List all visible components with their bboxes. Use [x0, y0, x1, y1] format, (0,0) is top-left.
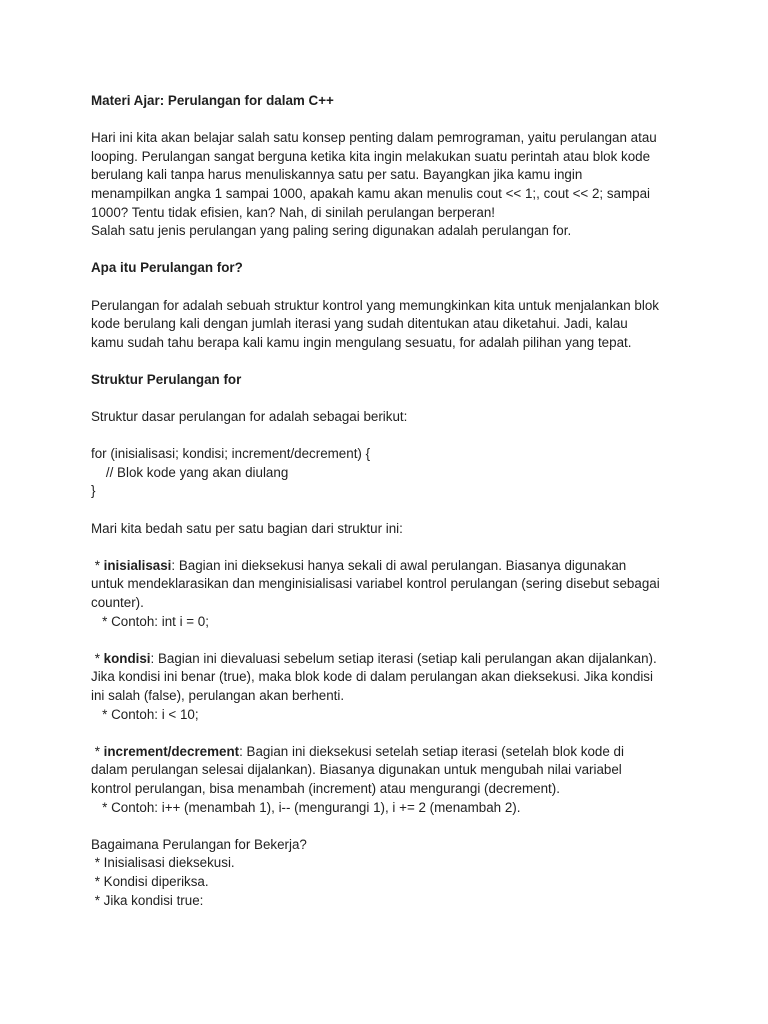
spacer	[91, 241, 691, 260]
spacer	[91, 427, 691, 446]
code-line: for (inisialisasi; kondisi; increment/decrement) {	[91, 446, 371, 462]
what-line: kode berulang kali dengan jumlah iterasi yang sudah ditentukan atau diketahui. Jadi, kalau	[91, 316, 628, 332]
intro-line: Hari ini kita akan belajar salah satu konsep penting dalam pemrograman, yaitu perulangan atau	[91, 130, 657, 146]
intro-line: looping. Perulangan sangat berguna ketika kita ingin melakukan suatu perintah atau blok kode	[91, 148, 651, 164]
bullet: *	[91, 557, 104, 573]
what-line: kamu sudah tahu berapa kali kamu ingin mengulang sesuatu, for adalah pilihan yang tepat.	[91, 334, 632, 350]
list-item	[91, 743, 691, 762]
intro-line: 1000? Tentu tidak efisien, kan? Nah, di sinilah perulangan berperan!	[91, 204, 495, 220]
list-item-continuation: counter).	[91, 595, 144, 611]
term-label: inisialisasi	[103, 557, 172, 573]
list-item-example: * Contoh: int i = 0;	[91, 613, 209, 629]
document-title: Materi Ajar: Perulangan for dalam C++	[91, 93, 334, 108]
spacer	[91, 817, 691, 836]
list-item-continuation: dalam perulangan selesai dijalankan). Biasanya digunakan untuk mengubah nilai variabel	[91, 762, 622, 778]
bullet: *	[91, 743, 104, 759]
code-line: // Blok kode yang akan diulang	[91, 464, 289, 480]
spacer	[91, 501, 691, 520]
spacer	[91, 631, 691, 650]
code-line: }	[91, 483, 96, 499]
spacer	[91, 111, 691, 130]
how-step: * Kondisi diperiksa.	[91, 873, 209, 889]
list-item-example: * Contoh: i++ (menambah 1), i-- (mengurangi 1), i += 2 (menambah 2).	[91, 799, 521, 815]
breakdown-intro: Mari kita bedah satu per satu bagian dari struktur ini:	[91, 520, 403, 536]
list-item-continuation: Jika kondisi ini benar (true), maka blok kode di dalam perulangan akan dieksekusi. Jika kondisi	[91, 669, 653, 685]
term-label: increment/decrement	[103, 743, 240, 759]
how-step: * Jika kondisi true:	[91, 892, 204, 908]
intro-line: Salah satu jenis perulangan yang paling sering digunakan adalah perulangan for.	[91, 223, 572, 239]
list-item-continuation: untuk mendeklarasikan dan menginisialisasi variabel kontrol perulangan (sering disebut sebagai	[91, 576, 660, 592]
spacer	[91, 390, 691, 409]
spacer	[91, 724, 691, 743]
section-heading-what: Apa itu Perulangan for?	[91, 260, 243, 276]
document-page	[91, 92, 691, 910]
term-label: kondisi	[103, 650, 151, 666]
list-item	[91, 557, 691, 576]
intro-line: berulang kali tanpa harus menuliskannya satu per satu. Bayangkan jika kamu ingin	[91, 167, 583, 183]
term-description: : Bagian ini dieksekusi setelah setiap iterasi (setelah blok kode di	[239, 743, 624, 759]
how-step: * Inisialisasi dieksekusi.	[91, 855, 235, 871]
struct-intro: Struktur dasar perulangan for adalah sebagai berikut:	[91, 409, 408, 425]
term-description: : Bagian ini dieksekusi hanya sekali di awal perulangan. Biasanya digunakan	[171, 557, 627, 573]
bullet: *	[91, 650, 104, 666]
list-item	[91, 650, 691, 669]
spacer	[91, 278, 691, 297]
list-item-example: * Contoh: i < 10;	[91, 706, 199, 722]
how-heading: Bagaimana Perulangan for Bekerja?	[91, 836, 307, 852]
what-line: Perulangan for adalah sebuah struktur kontrol yang memungkinkan kita untuk menjalankan blok	[91, 297, 659, 313]
spacer	[91, 538, 691, 557]
list-item-continuation: kontrol perulangan, bisa menambah (increment) atau mengurangi (decrement).	[91, 780, 560, 796]
list-item-continuation: ini salah (false), perulangan akan berhenti.	[91, 688, 345, 703]
term-description: : Bagian ini dievaluasi sebelum setiap iterasi (setiap kali perulangan akan dijalankan).	[150, 650, 657, 666]
section-heading-struct: Struktur Perulangan for	[91, 371, 242, 387]
spacer	[91, 352, 691, 371]
intro-line: menampilkan angka 1 sampai 1000, apakah kamu akan menulis cout << 1;, cout << 2; sampai	[91, 185, 651, 201]
